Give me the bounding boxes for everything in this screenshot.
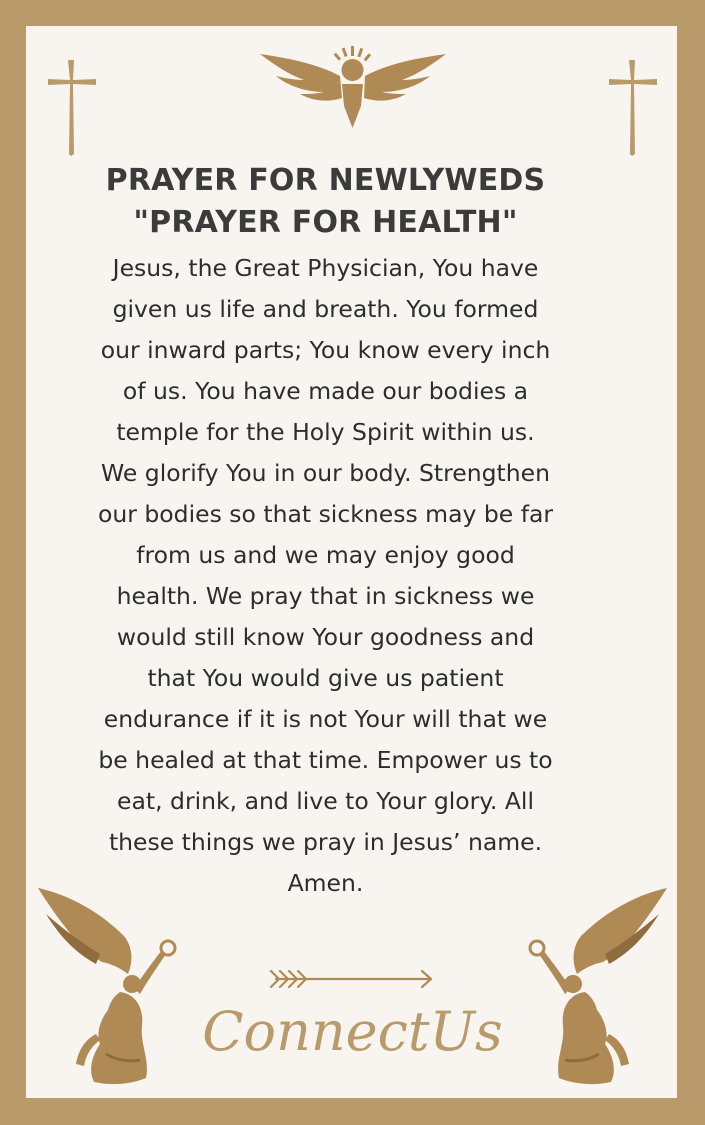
- prayer-line: eat, drink, and live to Your glory. All: [117, 787, 534, 815]
- prayer-line: of us. You have made our bodies a: [122, 377, 529, 405]
- prayer-line: our bodies so that sickness may be far: [97, 500, 554, 528]
- winged-sun-icon: [258, 44, 448, 134]
- title-line: PRAYER FOR NEWLYWEDS: [105, 163, 546, 198]
- prayer-line: our inward parts; You know every inch: [100, 336, 551, 364]
- prayer-title: [0, 160, 651, 244]
- prayer-text: [24, 248, 627, 904]
- brand-logo: ConnectUs: [202, 1000, 503, 1063]
- title-line: "PRAYER FOR HEALTH": [133, 205, 518, 240]
- arrow-icon: [268, 966, 438, 992]
- prayer-line: temple for the Holy Spirit within us.: [116, 418, 535, 446]
- prayer-line: Jesus, the Great Physician, You have: [112, 254, 539, 282]
- prayer-line: We glorify You in our body. Strengthen: [100, 459, 551, 487]
- prayer-line: health. We pray that in sickness we: [116, 582, 535, 610]
- prayer-line: would still know Your goodness and: [116, 623, 535, 651]
- prayer-line: given us life and breath. You formed: [112, 295, 539, 323]
- prayer-line: from us and we may enjoy good: [136, 541, 515, 569]
- cross-icon: [605, 58, 661, 158]
- prayer-line: these things we pray in Jesus’ name.: [108, 828, 543, 856]
- prayer-line: Amen.: [287, 869, 364, 897]
- prayer-line: be healed at that time. Empower us to: [98, 746, 553, 774]
- prayer-line: that You would give us patient: [147, 664, 504, 692]
- prayer-line: endurance if it is not Your will that we: [103, 705, 548, 733]
- cross-icon: [44, 58, 100, 158]
